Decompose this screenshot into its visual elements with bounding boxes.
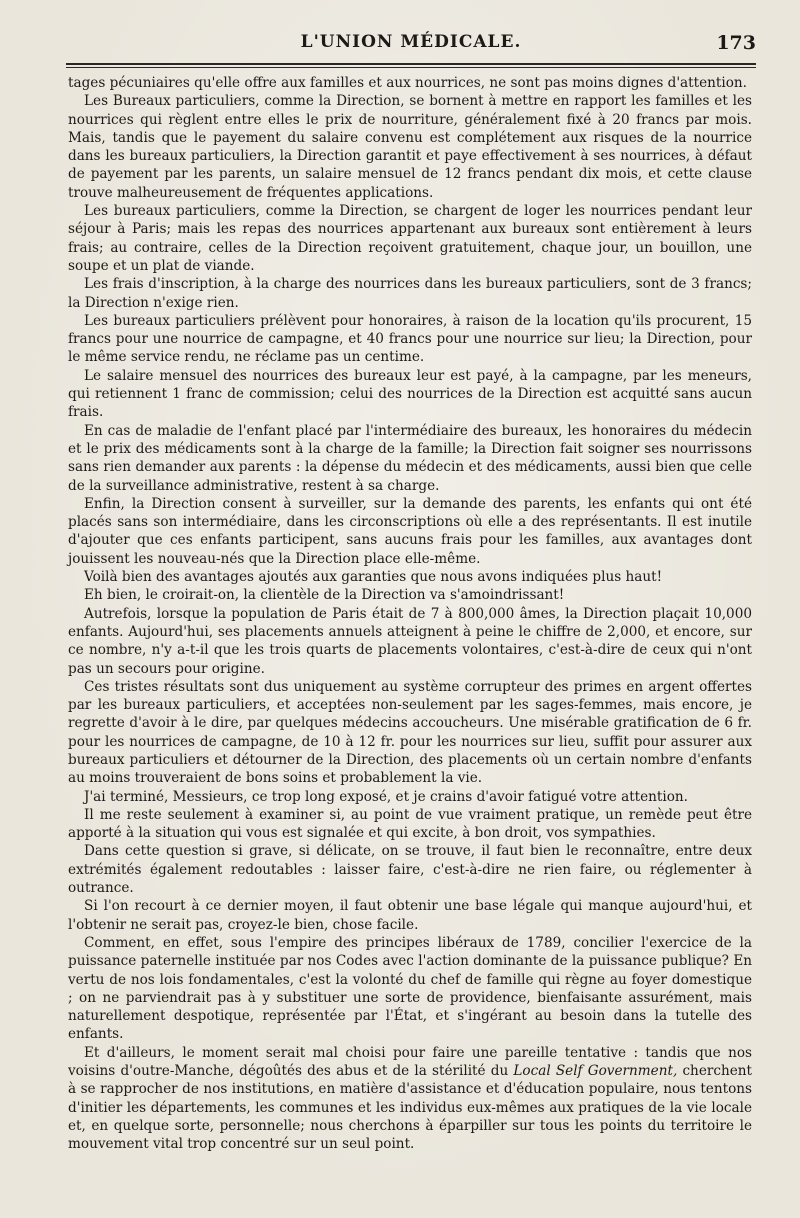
paragraph-14: Il me reste seulement à examiner si, au point de vue vraiment pratique, un remède peut être apporté à la situation qui vous est signalée et qui excite, à bon droit, vos sympathies. <box>68 806 752 842</box>
paragraph-2: Les Bureaux particuliers, comme la Direction, se bornent à mettre en rapport les familles et les nourrices qui règlent entre elles le prix de nourriture, généralement fixé à 20 francs par mois. Mais, tandis que le payement du salaire convenu est complétement aux risques de la nourrice dans les bureaux particuliers, la Direction garantit et paye effectivement à ses nourrices, à défaut de payement par les parents, un salaire mensuel de 12 francs pendant dix mois, et cette clause trouve malheureusement de fréquentes applications. <box>68 93 752 201</box>
paragraph-18 <box>68 1044 752 1154</box>
paragraph-16: Si l'on recourt à ce dernier moyen, il faut obtenir une base légale qui manque aujourd'hui, et l'obtenir ne serait pas, croyez-le bien, chose facile. <box>68 898 752 933</box>
paragraph-12: Ces tristes résultats sont dus uniquement au système corrupteur des primes en argent offertes par les bureaux particuliers, et acceptées non-seulement par les sages-femmes, mais encore, je regrette d'avoir à le dire, par quelques médecins accoucheurs. Une misérable gratification de 6 fr. pour les nourrices de campagne, de 10 à 12 fr. pour les nourrices sur lieu, suffit pour assurer aux bureaux particuliers et détourner de la Direction, des placements où un certain nombre d'enfants au moins trouveraient de bons soins et probablement la vie. <box>68 678 752 787</box>
paragraph-13: J'ai terminé, Messieurs, ce trop long exposé, et je crains d'avoir fatigué votre attention. <box>84 788 688 805</box>
paragraph-15: Dans cette question si grave, si délicate, on se trouve, il faut bien le reconnaître, entre deux extrémités également redoutables : laisser faire, c'est-à-dire ne rien faire, ou réglementer à outrance. <box>68 843 752 897</box>
page-header <box>66 28 756 62</box>
paragraph-17: Comment, en effet, sous l'empire des principes libéraux de 1789, concilier l'exercice de la puissance paternelle instituée par nos Codes avec l'action dominante de la puissance publique? En vertu de nos lois fondamentales, c'est la volonté du chef de famille qui règne au foyer domestique ; on ne parviendrait pas à y substituer une sorte de providence, bienfaisante assurément, mais naturellement despotique, représentée par l'État, et s'ingérant au besoin dans la tutelle des enfants. <box>68 934 752 1043</box>
paragraph-18-italic: Local Self Government, <box>513 1063 678 1080</box>
paragraph-10: Eh bien, le croirait-on, la clientèle de la Direction va s'amoindrissant! <box>84 587 565 604</box>
paragraph-1: tages pécuniaires qu'elle offre aux familles et aux nourrices, ne sont pas moins dignes d'attention. <box>68 75 747 91</box>
paragraph-4: Les frais d'inscription, à la charge des nourrices dans les bureaux particuliers, sont de 3 francs; la Direction n'exige rien. <box>68 276 752 311</box>
paragraph-9: Voilà bien des avantages ajoutés aux garanties que nous avons indiquées plus haut! <box>84 569 663 586</box>
header-rule <box>66 63 756 68</box>
paragraph-8: Enfin, la Direction consent à surveiller, sur la demande des parents, les enfants qui ont été placés sans son intermédiaire, dans les circonscriptions où elle a des représentants. Il est inutile d'ajouter que ces enfants participent, sans aucuns frais pour les familles, aux avantages dont jouissent les nouveau-nés que la Direction place elle-même. <box>68 495 752 567</box>
running-title: L'UNION MÉDICALE. <box>300 32 522 52</box>
body-text <box>68 74 752 1154</box>
paragraph-11: Autrefois, lorsque la population de Paris était de 7 à 800,000 âmes, la Direction plaçait 10,000 enfants. Aujourd'hui, ses placements annuels atteignent à peine le chiffre de 2,000, et encore, sur ce nombre, n'y a-t-il que les trois quarts de placements volontaires, c'est-à-dire de ceux qui n'ont pas un secours pour origine. <box>68 605 752 677</box>
paragraph-5: Les bureaux particuliers prélèvent pour honoraires, à raison de la location qu'ils procurent, 15 francs pour une nourrice de campagne, et 40 francs pour une nourrice sur lieu; la Direction, pour le même service rendu, ne réclame pas un centime. <box>68 312 752 366</box>
paragraph-18-end: cherchent à se rapprocher de nos institutions, en matière d'assistance et d'éducation populaire, nous tentons d'initier les départements, les communes et les individus eux-mêmes aux pratiques de la vie locale et, en quelque sorte, personnelle; nous cherchons à éparpiller sur tous les points du territoire le mouvement vital trop concentré sur un seul point. <box>68 1063 752 1153</box>
paragraph-18-start: Et d'ailleurs, le moment serait mal choisi pour faire une pareille tentative : tandis que nos voisins d'outre-Manche, dégoûtés des abus et de la stérilité du <box>68 1044 752 1080</box>
paragraph-3: Les bureaux particuliers, comme la Direction, se chargent de loger les nourrices pendant leur séjour à Paris; mais les repas des nourrices appartenant aux bureaux sont entièrement à leurs frais; au contraire, celles de la Direction reçoivent gratuitement, chaque jour, un bouillon, une soupe et un plat de viande. <box>68 203 752 274</box>
paragraph-6: Le salaire mensuel des nourrices des bureaux leur est payé, à la campagne, par les meneurs, qui retiennent 1 franc de commission; celui des nourrices de la Direction est acquitté sans aucun frais. <box>68 367 752 421</box>
page-number: 173 <box>716 32 756 54</box>
paragraph-7: En cas de maladie de l'enfant placé par l'intermédiaire des bureaux, les honoraires du médecin et le prix des médicaments sont à la charge de la famille; la Direction fait soigner ses nourrissons sans rien demander aux parents : la dépense du médecin et des médicaments, aussi bien que celle de la surveillance administrative, restent à sa charge. <box>68 422 752 494</box>
